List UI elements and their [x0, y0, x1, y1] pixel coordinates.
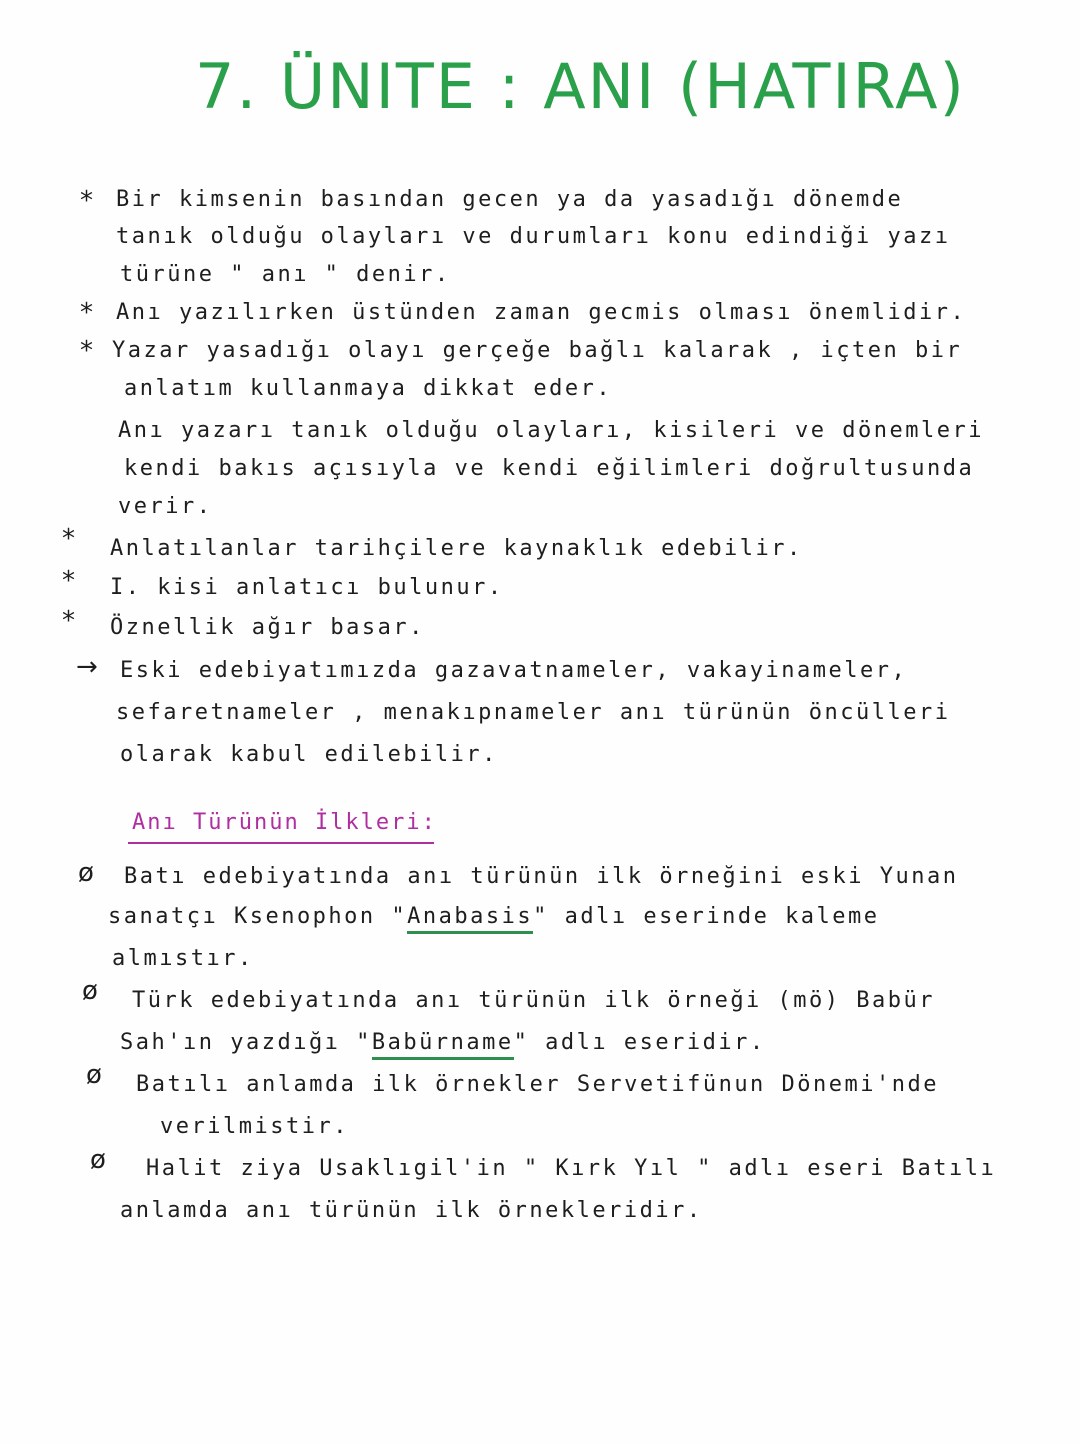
item-2-line-2-a: Sah'ın yazdığı "	[120, 1030, 372, 1055]
item-3-line-1: Batılı anlamda ilk örnekler Servetifünun Dönemi'nde	[136, 1072, 940, 1097]
note-5-line-1: I. kisi anlatıcı bulunur.	[110, 575, 504, 600]
star-bullet: *	[62, 606, 75, 636]
loop-bullet: ø	[86, 1060, 102, 1090]
item-2-line-1: Türk edebiyatında anı türünün ilk örneği (mö) Babür	[132, 988, 936, 1013]
note-3-line-3: Anı yazarı tanık olduğu olayları, kisileri ve dönemleri	[118, 418, 984, 443]
page-title: 7. ÜNITE : ANI (HATIRA)	[195, 50, 966, 123]
anabasis-title: Anabasis	[407, 904, 533, 934]
note-3-line-2: anlatım kullanmaya dikkat eder.	[124, 376, 613, 401]
note-7-line-3: olarak kabul edilebilir.	[120, 742, 498, 767]
item-1-line-1: Batı edebiyatında anı türünün ilk örneğini eski Yunan	[124, 864, 959, 889]
note-1-line-3: türüne " anı " denir.	[120, 262, 451, 287]
item-2-line-2-c: " adlı eseridir.	[513, 1030, 766, 1055]
note-1-line-2: tanık olduğu olayları ve durumları konu edindiği yazı	[116, 224, 951, 249]
item-1-line-3: almıstır.	[112, 946, 254, 971]
note-4-line-1: Anlatılanlar tarihçilere kaynaklık edebilir.	[110, 536, 803, 561]
item-3-line-2: verilmistir.	[160, 1114, 349, 1139]
item-4-line-2: anlamda anı türünün ilk örnekleridir.	[120, 1198, 703, 1223]
star-bullet: *	[62, 524, 75, 554]
star-bullet: *	[80, 298, 93, 328]
note-2-line-1: Anı yazılırken üstünden zaman gecmis olması önemlidir.	[116, 300, 967, 325]
loop-bullet: ø	[90, 1145, 106, 1175]
baburname-title: Babürname	[372, 1030, 514, 1060]
item-4-line-1: Halit ziya Usaklıgil'in " Kırk Yıl " adlı eseri Batılı	[146, 1156, 997, 1181]
note-3-line-1: Yazar yasadığı olayı gerçeğe bağlı kalarak , içten bir	[112, 338, 963, 363]
item-2-line-2	[120, 1030, 766, 1055]
heading-underline	[128, 842, 434, 844]
arrow-bullet: →	[76, 652, 98, 682]
star-bullet: *	[80, 186, 93, 216]
item-1-line-2-c: " adlı eserinde kaleme	[533, 904, 880, 929]
loop-bullet: ø	[78, 858, 94, 888]
item-1-line-2-a: sanatçı Ksenophon "	[108, 904, 408, 929]
section-heading: Anı Türünün İlkleri:	[132, 810, 437, 835]
note-6-line-1: Öznellik ağır basar.	[110, 615, 425, 640]
item-1-line-2	[108, 904, 880, 929]
note-1-line-1: Bir kimsenin basından gecen ya da yasadığı dönemde	[116, 187, 904, 212]
note-7-line-1: Eski edebiyatımızda gazavatnameler, vakayinameler,	[120, 658, 908, 683]
star-bullet: *	[62, 566, 75, 596]
star-bullet: *	[80, 336, 93, 366]
note-3-line-4: kendi bakıs açısıyla ve kendi eğilimleri doğrultusunda	[124, 456, 975, 481]
loop-bullet: ø	[82, 976, 98, 1006]
note-3-line-5: verir.	[118, 494, 213, 519]
note-7-line-2: sefaretnameler , menakıpnameler anı türünün öncülleri	[116, 700, 951, 725]
